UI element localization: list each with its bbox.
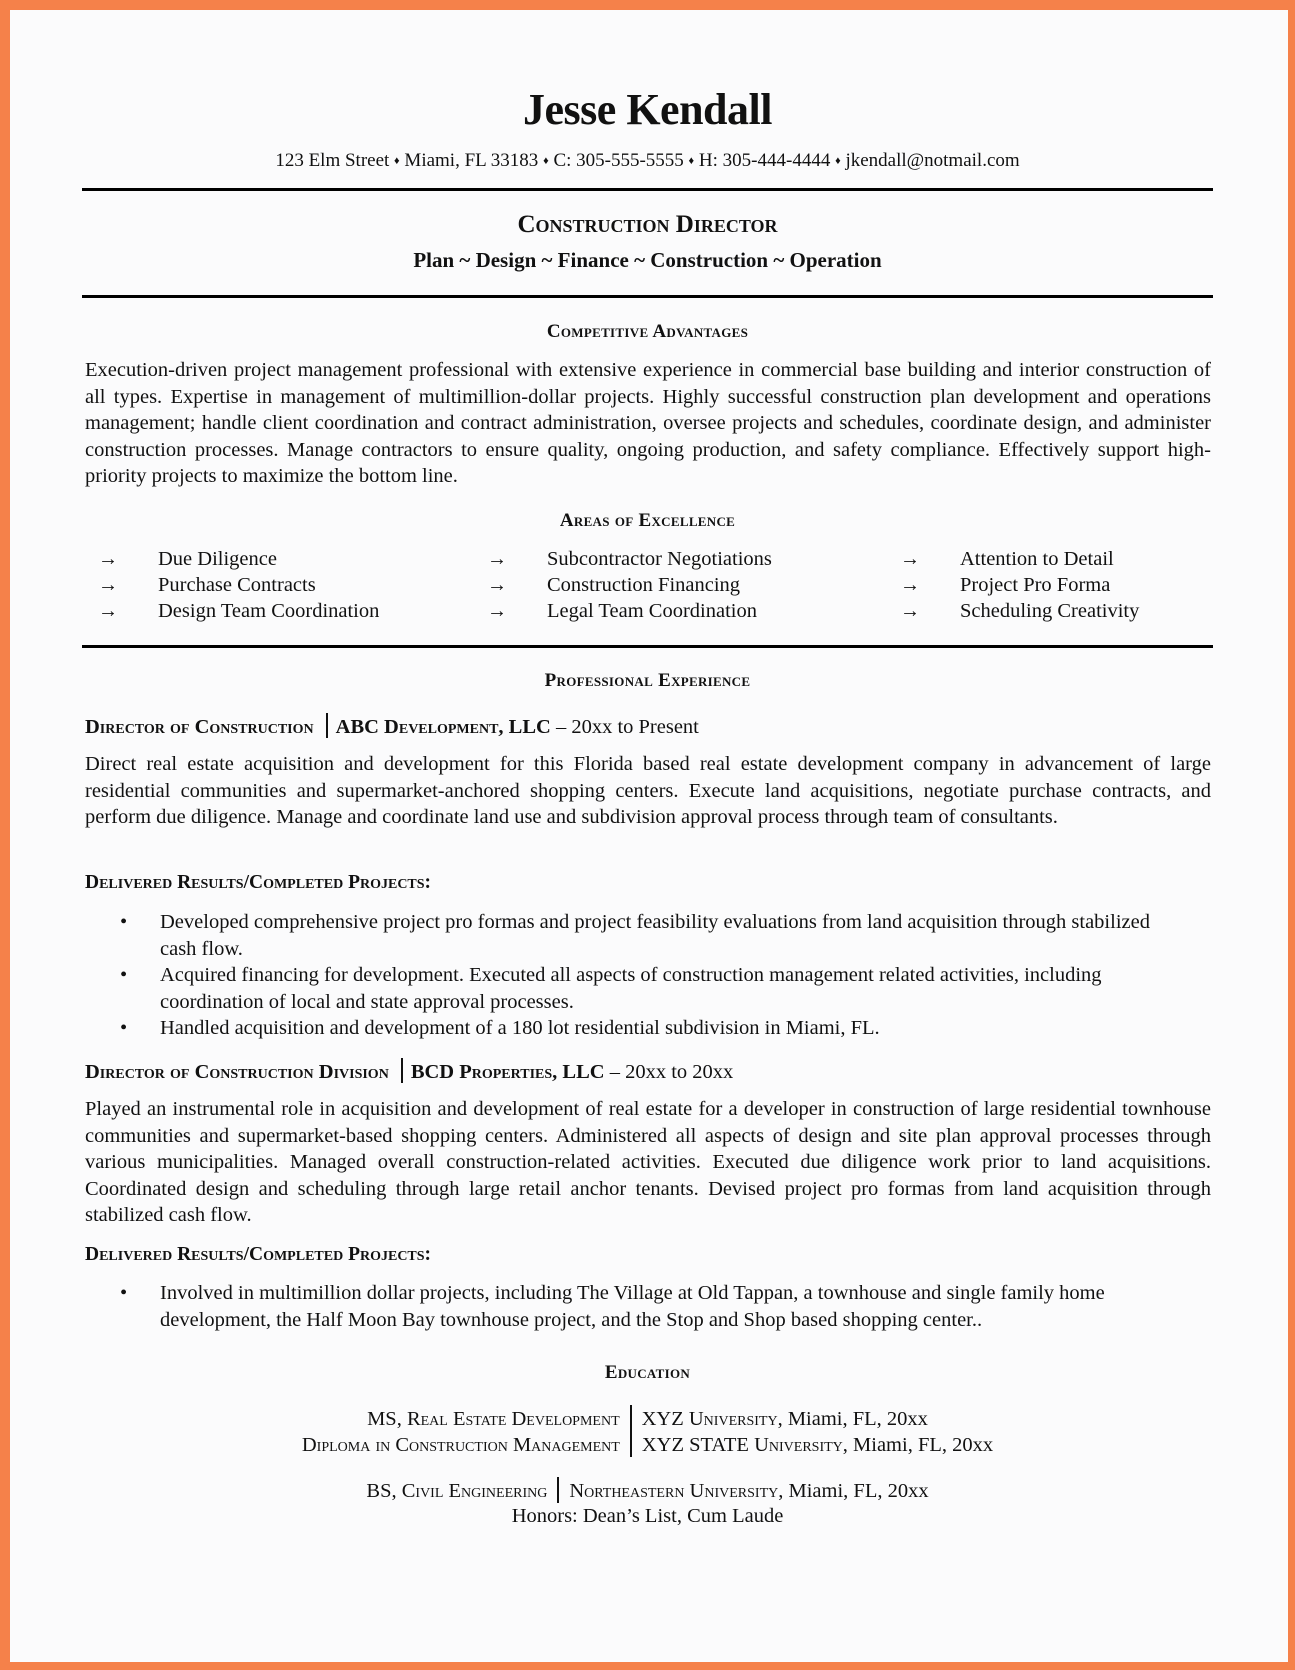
- skill-label: Subcontractor Negotiations: [547, 548, 772, 570]
- vertical-separator: [557, 1477, 559, 1503]
- school-location: , Miami, FL, 20xx: [842, 1434, 994, 1456]
- degree: BS, Civil Engineering: [366, 1480, 548, 1502]
- contact-city: Miami, FL 33183: [404, 150, 539, 171]
- company-name: ABC Development, LLC: [335, 716, 551, 738]
- skills-column-1: [98, 546, 379, 624]
- vertical-separator: [401, 1058, 403, 1083]
- bullet-icon: •: [120, 1282, 128, 1304]
- skill-label: Attention to Detail: [960, 548, 1114, 570]
- result-item: [120, 909, 1180, 962]
- diamond-separator-icon: ♦: [394, 155, 400, 167]
- job-header-1: [85, 713, 699, 739]
- result-text: Acquired financing for development. Executed all aspects of construction management related activities, including coordination of local and state approval processes.: [160, 964, 1102, 1013]
- education-entry: [0, 1431, 1295, 1458]
- vertical-separator: [326, 713, 328, 738]
- contact-cell-phone: C: 305-555-5555: [553, 150, 684, 171]
- job-title-headline: Construction Director: [517, 211, 778, 238]
- skill-item: [487, 572, 772, 598]
- divider-rule: [82, 295, 1213, 298]
- job-dates: – 20xx to Present: [555, 716, 699, 738]
- job-dates: – 20xx to 20xx: [609, 1061, 734, 1083]
- arrow-right-icon: →: [900, 548, 920, 570]
- vertical-separator: [630, 1405, 632, 1431]
- company-name: BCD Properties, LLC: [410, 1061, 605, 1083]
- job-description-2: Played an instrumental role in acquisition and development of real estate for a developer in construction of large residential townhouse communities and supermarket-based shopping centers. Administered all aspects of design and site plan approval processes through various municipalities. Managed overall construction-related activities. Executed due diligence work prior to land acquisitions. Coordinated design and scheduling through large retail anchor tenants. Devised project pro formas from land acquisition through stabilized cash flow.: [85, 1098, 1211, 1226]
- summary-paragraph: Execution-driven project management professional with extensive experience in commercial base building and interior construction of all types. Expertise in management of multimillion-dollar projects. Highly successful construction plan development and operations management; handle client coordination and contract administration, oversee projects and schedules, coordinate design, and administer construction processes. Manage contractors to ensure quality, ongoing production, and safety compliance. Effectively support high-priority projects to maximize the bottom line.: [85, 359, 1211, 487]
- arrow-right-icon: →: [487, 574, 507, 596]
- job-title: Director of Construction: [85, 716, 314, 738]
- results-heading-2: Delivered Results/Completed Projects:: [85, 1244, 432, 1265]
- results-list-2: [120, 1280, 1180, 1333]
- skill-item: [487, 598, 772, 624]
- skill-label: Scheduling Creativity: [960, 600, 1140, 622]
- diamond-separator-icon: ♦: [835, 155, 841, 167]
- arrow-right-icon: →: [900, 574, 920, 596]
- arrow-right-icon: →: [98, 548, 118, 570]
- skill-label: Due Diligence: [158, 548, 277, 570]
- arrow-right-icon: →: [900, 600, 920, 622]
- results-heading-1: Delivered Results/Completed Projects:: [85, 872, 432, 893]
- result-item: [120, 962, 1180, 1015]
- result-text: Involved in multimillion dollar projects, including The Village at Old Tappan, a townhouse and single family home development, the Half Moon Bay townhouse project, and the Stop and Shop based shopping center..: [160, 1282, 1105, 1331]
- bullet-icon: •: [120, 911, 128, 933]
- school: XYZ STATE University: [641, 1434, 843, 1456]
- diamond-separator-icon: ♦: [543, 155, 549, 167]
- education-honors: Honors: Dean’s List, Cum Laude: [511, 1505, 784, 1527]
- results-list-1: [120, 909, 1180, 1042]
- degree: MS, Real Estate Development: [367, 1408, 620, 1430]
- bullet-icon: •: [120, 964, 128, 986]
- result-item: [120, 1015, 1180, 1042]
- vertical-separator: [630, 1431, 632, 1457]
- skill-item: [98, 572, 379, 598]
- job-header-2: [85, 1058, 733, 1084]
- skill-item: [487, 546, 772, 572]
- job-description-1: Direct real estate acquisition and development for this Florida based real estate development company in advancement of large residential communities and supermarket-anchored shopping centers. Execute land acquisitions, negotiate purchase contracts, and perform due diligence. Manage and coordinate land use and subdivision approval process through team of consultants.: [85, 753, 1211, 828]
- skill-label: Legal Team Coordination: [547, 600, 757, 622]
- skill-item: [98, 546, 379, 572]
- section-heading-professional-experience: Professional Experience: [544, 670, 751, 691]
- skill-label: Project Pro Forma: [960, 574, 1111, 596]
- school: Northeastern University: [569, 1480, 779, 1502]
- skill-label: Purchase Contracts: [158, 574, 316, 596]
- school-location: , Miami, FL, 20xx: [778, 1480, 929, 1502]
- bullet-icon: •: [120, 1017, 128, 1039]
- section-heading-areas-of-excellence: Areas of Excellence: [559, 510, 736, 531]
- result-text: Developed comprehensive project pro formas and project feasibility evaluations from land acquisition through stabilized cash flow.: [160, 911, 1150, 960]
- result-text: Handled acquisition and development of a 180 lot residential subdivision in Miami, FL.: [160, 1017, 880, 1039]
- divider-rule: [82, 188, 1213, 191]
- school: XYZ University: [641, 1408, 778, 1430]
- contact-home-phone: H: 305-444-4444: [698, 150, 831, 171]
- arrow-right-icon: →: [98, 600, 118, 622]
- skill-item: [900, 598, 1139, 624]
- skill-item: [98, 598, 379, 624]
- section-heading-education: Education: [604, 1362, 691, 1383]
- skill-item: [900, 572, 1139, 598]
- skills-column-2: [487, 546, 772, 624]
- skill-label: Construction Financing: [547, 574, 741, 596]
- arrow-right-icon: →: [98, 574, 118, 596]
- skill-label: Design Team Coordination: [158, 600, 380, 622]
- contact-email[interactable]: jkendall@notmail.com: [845, 150, 1020, 171]
- contact-line: [0, 150, 1295, 172]
- education-entry: [0, 1405, 1295, 1432]
- skills-column-3: [900, 546, 1139, 624]
- school-location: , Miami, FL, 20xx: [777, 1408, 928, 1430]
- skill-item: [900, 546, 1139, 572]
- divider-rule: [82, 645, 1213, 648]
- education-entry: [0, 1477, 1295, 1504]
- tagline: Plan ~ Design ~ Finance ~ Construction ~ Operation: [413, 248, 882, 272]
- candidate-name: Jesse Kendall: [523, 85, 772, 134]
- result-item: [120, 1280, 1180, 1333]
- diamond-separator-icon: ♦: [688, 155, 695, 167]
- section-heading-competitive-advantages: Competitive Advantages: [546, 321, 749, 342]
- job-title: Director of Construction Division: [85, 1061, 389, 1083]
- arrow-right-icon: →: [487, 600, 507, 622]
- degree: Diploma in Construction Management: [301, 1434, 620, 1456]
- contact-address: 123 Elm Street: [275, 150, 390, 171]
- arrow-right-icon: →: [487, 548, 507, 570]
